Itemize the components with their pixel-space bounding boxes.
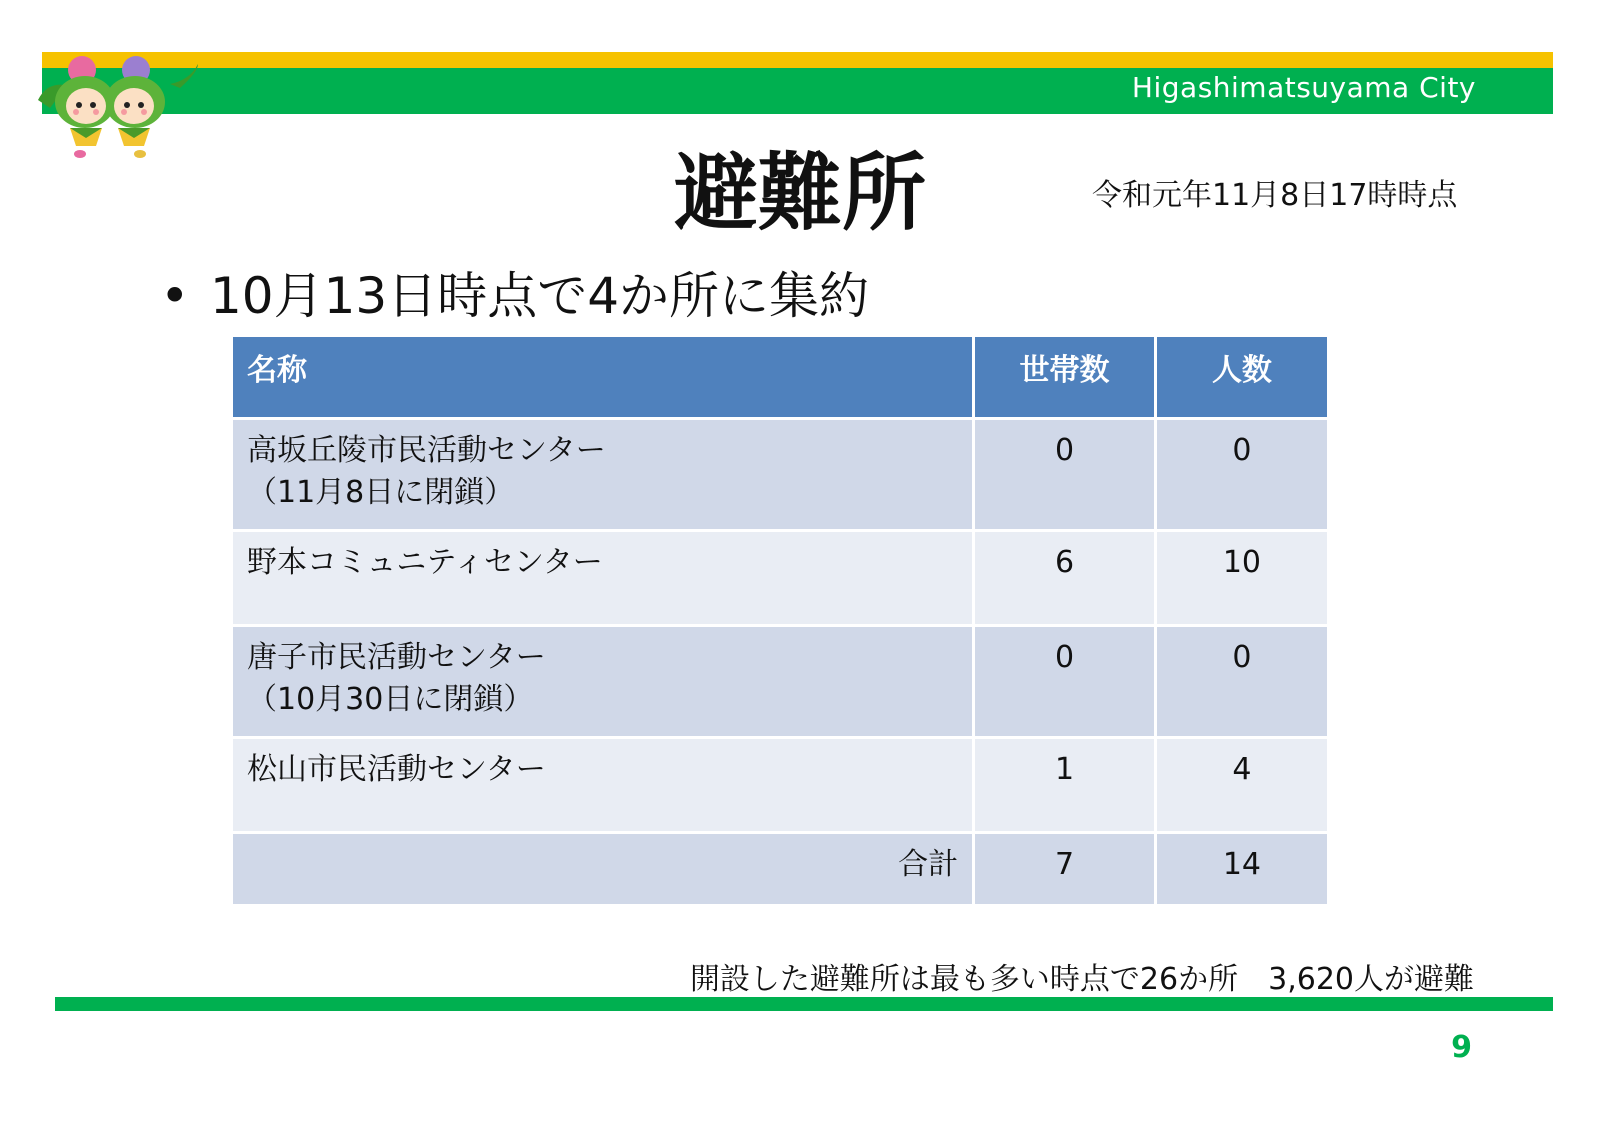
households-cell: 1 — [974, 738, 1156, 833]
shelter-name: 唐子市民活動センター — [247, 640, 546, 675]
people-cell: 0 — [1155, 419, 1328, 531]
shelter-note: （10月30日に閉鎖） — [247, 682, 534, 717]
footnote: 開設した避難所は最も多い時点で26か所 3,620人が避難 — [689, 962, 1474, 997]
header-households: 世帯数 — [974, 336, 1156, 419]
header-yellow-stripe — [42, 52, 1553, 68]
table-total-row — [232, 833, 1329, 906]
page-number: 9 — [1451, 1030, 1472, 1065]
table-row — [232, 738, 1329, 833]
footer-green-bar — [55, 997, 1553, 1011]
shelter-name-cell — [232, 419, 974, 531]
table-header-row — [232, 336, 1329, 419]
bullet-icon: • — [160, 267, 190, 325]
table-row — [232, 531, 1329, 626]
households-cell: 0 — [974, 419, 1156, 531]
header-people: 人数 — [1155, 336, 1328, 419]
households-cell: 0 — [974, 626, 1156, 738]
total-households: 7 — [974, 833, 1156, 906]
table-row — [232, 626, 1329, 738]
shelter-table — [230, 334, 1330, 907]
shelter-name: 松山市民活動センター — [247, 752, 546, 787]
bullet-point — [160, 256, 869, 328]
as-of-date: 令和元年11月8日17時時点 — [1092, 178, 1458, 213]
shelter-name: 野本コミュニティセンター — [247, 545, 603, 580]
total-people: 14 — [1155, 833, 1328, 906]
shelter-name: 高坂丘陵市民活動センター — [247, 433, 606, 468]
table-row — [232, 419, 1329, 531]
people-cell: 0 — [1155, 626, 1328, 738]
total-label: 合計 — [232, 833, 974, 906]
city-name: Higashimatsuyama City — [1131, 71, 1476, 104]
shelter-name-cell — [232, 531, 974, 626]
shelter-name-cell — [232, 738, 974, 833]
shelter-note: （11月8日に閉鎖） — [247, 475, 515, 510]
header-name: 名称 — [232, 336, 974, 419]
bullet-text: 10月13日時点で4か所に集約 — [210, 267, 870, 325]
shelter-name-cell — [232, 626, 974, 738]
people-cell: 4 — [1155, 738, 1328, 833]
people-cell: 10 — [1155, 531, 1328, 626]
households-cell: 6 — [974, 531, 1156, 626]
page-title: 避難所 — [673, 144, 926, 242]
